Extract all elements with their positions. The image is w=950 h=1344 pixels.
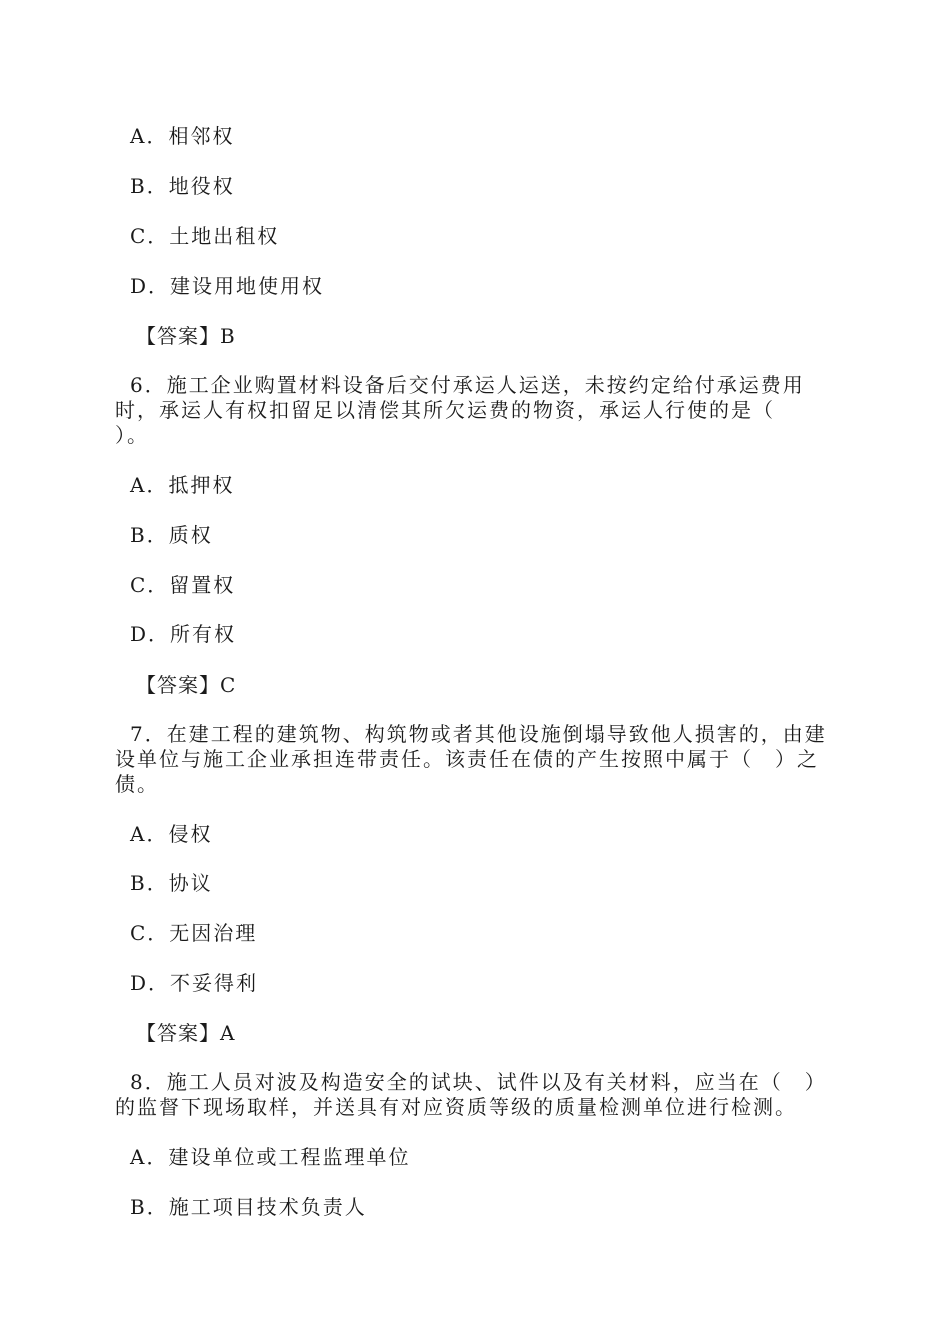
option-a-q5: A．相邻权 <box>130 124 235 148</box>
option-b-q8: B．施工项目技术负责人 <box>130 1195 367 1219</box>
option-b-q7: B．协议 <box>130 871 213 895</box>
option-a-q7: A．侵权 <box>130 822 213 846</box>
answer-q7: 【答案】A <box>136 1021 236 1045</box>
question-6-line-2: 时，承运人有权扣留足以清偿其所欠运费的物资，承运人行使的是（ <box>115 398 775 422</box>
answer-q6: 【答案】C <box>136 673 237 697</box>
question-6-line-3: ）。 <box>115 423 149 447</box>
question-8-line-1: 8．施工人员对波及构造安全的试块、试件以及有关材料，应当在（ ） <box>130 1070 827 1094</box>
option-c-q5: C．土地出租权 <box>130 224 280 248</box>
option-a-q6: A．抵押权 <box>130 473 235 497</box>
option-d-q7: D．不妥得利 <box>130 971 259 995</box>
option-b-q5: B．地役权 <box>130 174 235 198</box>
option-c-q6: C．留置权 <box>130 573 236 597</box>
option-b-q6: B．质权 <box>130 523 213 547</box>
option-c-q7: C．无因治理 <box>130 921 258 945</box>
option-d-q6: D．所有权 <box>130 622 237 646</box>
question-7-line-1: 7．在建工程的建筑物、构筑物或者其他设施倒塌导致他人损害的，由建 <box>130 722 827 746</box>
question-8-line-2: 的监督下现场取样，并送具有对应资质等级的质量检测单位进行检测。 <box>115 1095 797 1119</box>
question-7-line-2: 设单位与施工企业承担连带责任。该责任在债的产生按照中属于（ ）之 <box>115 747 819 771</box>
answer-q5: 【答案】B <box>136 324 236 348</box>
question-7-line-3: 债。 <box>115 772 159 796</box>
question-6-line-1: 6．施工企业购置材料设备后交付承运人运送，未按约定给付承运费用 <box>130 373 805 397</box>
option-a-q8: A．建设单位或工程监理单位 <box>130 1145 411 1169</box>
option-d-q5: D．建设用地使用权 <box>130 274 325 298</box>
